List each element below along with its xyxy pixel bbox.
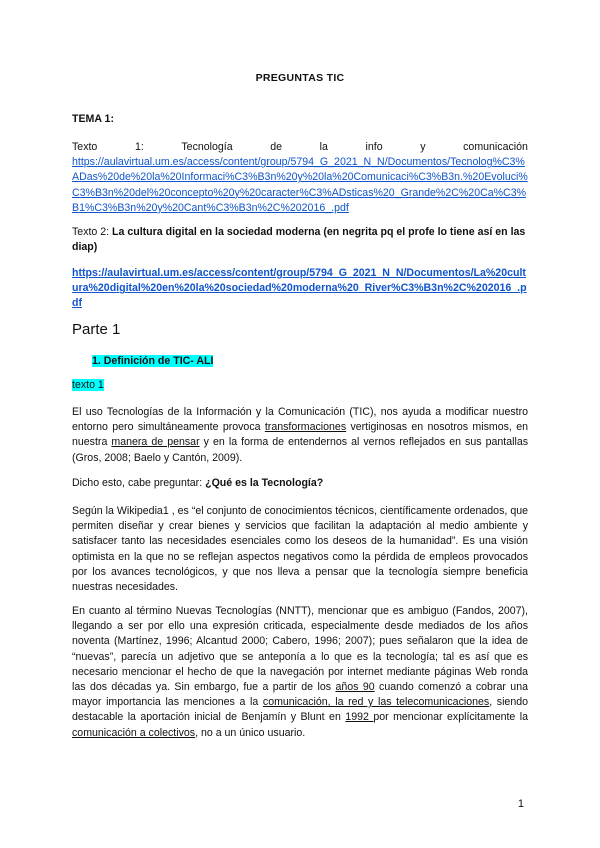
texto2-link-block [72,266,528,312]
texto1-link[interactable]: https://aulavirtual.um.es/access/content/group/5794_G_2021_N_N/Documentos/Tecnolog%C3%ADas%20de%20la%20Informaci%C3%B3n%20y%20la%20Comunicaci%C3%B3n.%20Evoluci%C3%B3n%20del%20concepto%20y%20caracter%C3%ADsticas%20_Grande%2C%20Ca%C3%B1%C3%B3n%20y%20Cant%C3%B3n%2C%202016_.pdf [72,156,528,214]
texto1-word: info [365,141,383,153]
p4-text-b: cuando comenzó a cobrar una mayor importancia las menciones a la [72,681,528,709]
p1-text-a: El uso Tecnologías de la Información y la Comunicación (TIC), nos ayuda a modificar nuestro entorno pero simultáneamente provoca [72,406,528,434]
texto1-word: la [319,141,328,153]
texto2-title [72,225,528,255]
p4-text-d: por mencionar explícitamente la [373,711,529,724]
p1-underline-1: transformaciones [264,421,347,434]
p2-text-a: Dicho esto, cabe preguntar: [72,477,206,489]
texto1-word: Tecnología [181,141,233,153]
section-heading-tema: TEMA 1: [72,113,114,125]
p1-text-b: vertiginosas en nosotros mismos, en nuestra [72,421,528,449]
page-title: PREGUNTAS TIC [255,72,345,84]
p4-text-a: En cuanto al término Nuevas Tecnologías (NNTT), mencionar que es ambiguo (Fandos, 2007), llegando a ser por ello una expresión criticada, especialmente desde mediados de los años noventa (Martínez, 1996; Alcantud 2000; Cabero, 1996; 2007); pues señalaron que la idea de “nuevas”, parecía un adjetivo que se anteponía a lo que es la tecnología; tal es así que es necesario mencionar el hecho de que la navegación por internet mediante páginas Web ronda las dos décadas ya. Sin embargo, fue a partir de los [72,605,528,694]
p1-underline-2: manera de pensar [111,436,200,449]
texto2-link[interactable]: https://aulavirtual.um.es/access/content/group/5794_G_2021_N_N/Documentos/La%20cultura%20digital%20en%20la%20sociedad%20moderna%20_River%C3%B3n%2C%202016_.pdf [72,267,527,310]
texto1-label-block [72,378,528,393]
p4-underline-3: 1992 [345,711,374,724]
paragraph-4 [72,604,528,741]
definition-heading [92,354,528,369]
texto2-bold-title: La cultura digital en la sociedad moderna (en negrita pq el profe lo tiene así en las diap) [72,226,526,254]
page-number: 1 [517,798,524,810]
texto1-label: texto 1 [72,379,104,391]
p4-underline-2: comunicación, la red y las telecomunicaciones [262,696,490,709]
texto1-block [72,140,528,216]
p2-question: ¿Qué es la Tecnología? [205,477,324,489]
p4-text-e: , no a un único usuario. [195,726,306,739]
definition-heading-text: 1. Definición de TIC- ALI [92,355,214,367]
texto1-word: de [270,141,283,153]
texto1-word: y [420,141,426,153]
texto1-word: comunicación [463,141,528,153]
paragraph-3: Según la Wikipedia1 , es “el conjunto de conocimientos técnicos, científicamente ordenados, que permiten diseñar y crear bienes y servicios que facilitan la adaptación al medio ambiente y satisfacer tanto las necesidades esenciales como los deseos de la humanidad”. Es una visión optimista en la que no se reflejan aspectos negativos como la pérdida de empleos provocados por los avances tecnológicos, y que nos lleva a pensar que la tecnología siempre beneficia nuestras necesidades. [72,505,528,594]
parte-heading: Parte 1 [72,321,121,338]
texto1-word: 1: [134,141,144,153]
texto1-word: Texto [72,141,98,153]
texto2-prefix: Texto 2: [72,226,113,238]
p1-text-c: y en la forma de entendernos al vernos reflejados en sus pantallas (Gros, 2008; Baelo y Cantón, 2009). [72,436,529,464]
p4-text-c: , siendo destacable la aportación inicial de Benjamín y Blunt en [72,696,528,724]
texto1-title-row [72,140,528,155]
paragraph-1 [72,405,528,466]
paragraph-2 [72,476,528,491]
p4-underline-1: años 90 [335,681,375,694]
p4-underline-4: comunicación a colectivos [72,726,196,739]
